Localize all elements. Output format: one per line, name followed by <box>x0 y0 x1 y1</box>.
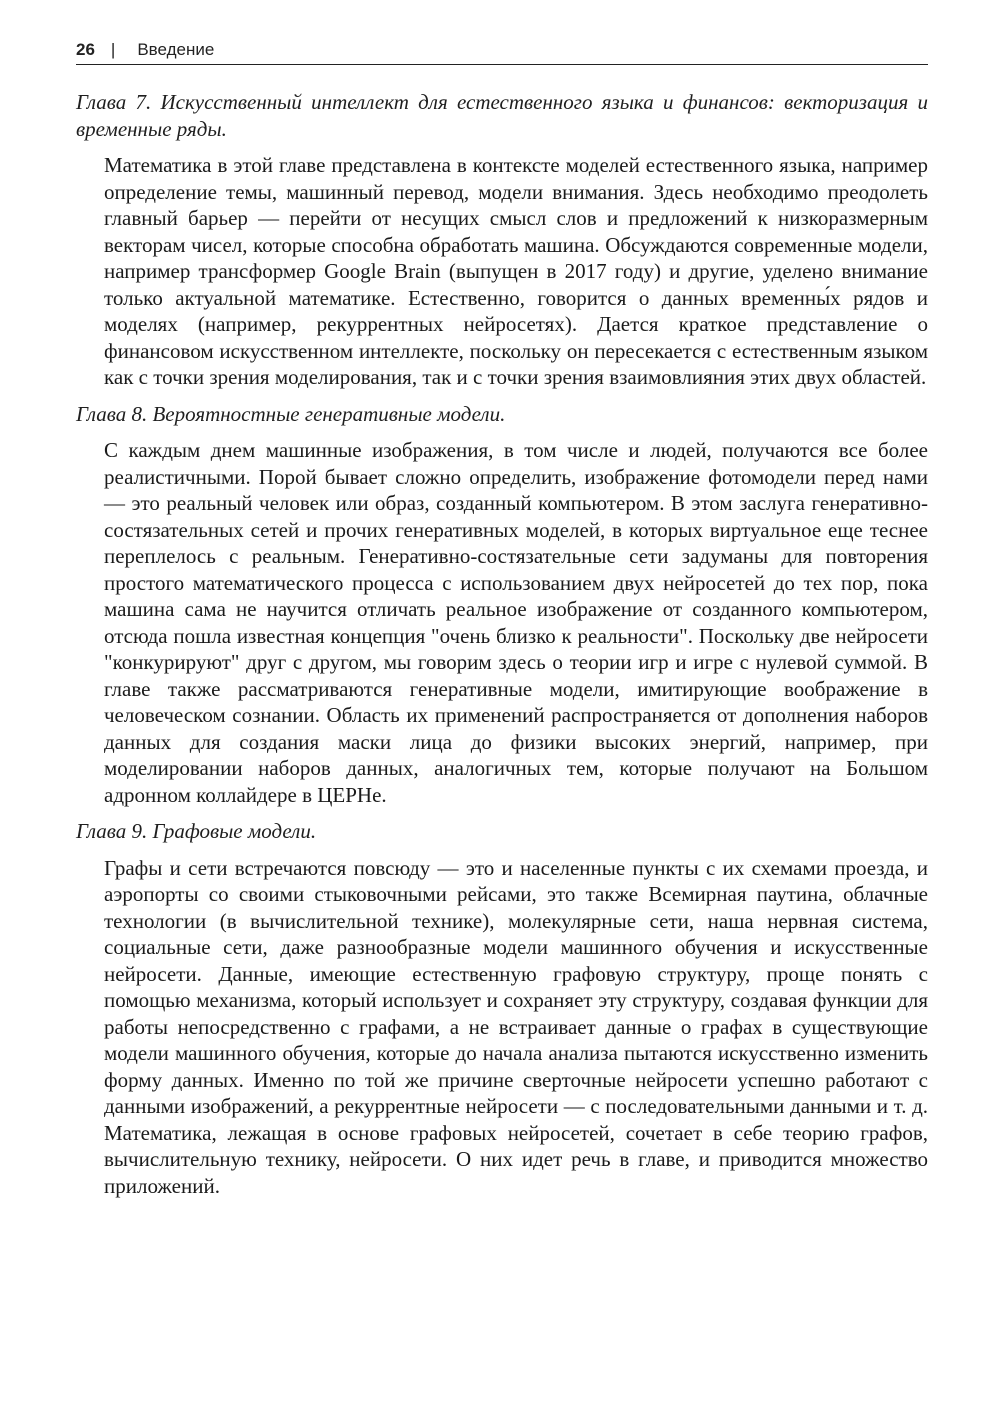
chapter-description: Математика в этой главе представлена в контексте моделей естественного языка, например определение темы, машинный перевод, модели внимания. Здесь необходимо преодолеть главный барьер — перейти от несущих смысл слов и предложений к низкоразмерным векторам чисел, которые способна обработать машина. Обсуждаются современные модели, например трансформер Google Brain (выпущен в 2017 году) и другие, уделено внимание только актуальной математике. Естественно, говорится о данных временны́х рядов и моделях (например, рекуррентных нейросетях). Дается краткое представление о финансовом искусственном интеллекте, поскольку он пересекается с естественным языком как с точки зрения моделирования, так и с точки зрения взаимовлияния этих двух областей. <box>104 153 928 389</box>
chapter-title: Глава 9. Графовые модели. <box>76 819 317 843</box>
section-title: Введение <box>137 40 215 59</box>
chapter-description: Графы и сети встречаются повсюду — это и населенные пункты с их схемами проезда, и аэропорты со своими стыковочными рейсами, это также Всемирная паутина, облачные технологии (в вычислительной технике), молекулярные сети, наша нервная система, социальные сети, даже разнообразные модели машинного обучения и искусственные нейросети. Данные, имеющие естественную графовую структуру, проще понять с помощью механизма, который использует и сохраняет эту структуру, создавая функции для работы непосредственно с графами, а не встраивает данные о графах в существующие модели машинного обучения, которые до начала анализа пытаются искусственно изменить форму данных. Именно по той же причине сверточные нейросети успешно работают с данными изображений, а рекуррентные нейросети — с последовательными данными и т. д. Математика, лежащая в основе графовых нейросетей, сочетает в себе теорию графов, вычислительную технику, нейросети. О них идет речь в главе, и приводится множество приложений. <box>104 855 928 1198</box>
book-page <box>76 40 928 1209</box>
chapter-description: С каждым днем машинные изображения, в том числе и людей, получаются все более реалистичными. Порой бывает сложно определить, изображение фотомодели перед нами — это реальный человек или образ, созданный компьютером. В этом заслуга генеративно-состязательных сетей и прочих генеративных моделей, в которых виртуальное еще теснее переплелось с реальным. Генеративно-состязательные сети задуманы для повторения простого математического процесса с использованием двух нейросетей до тех пор, пока машина сама не научится отличать реальное изображение от созданного компьютером, отсюда пошла известная концепция "очень близко к реальности". Поскольку две нейросети "конкурируют" друг с другом, мы говорим здесь о теории игр и игре с нулевой суммой. В главе также рассматриваются генеративные модели, имитирующие воображение в человеческом сознании. Область их применений распространяется от дополнения наборов данных для создания маски лица до физики высоких энергий, например, при моделировании наборов данных, аналогичных тем, которые получают на Большом адронном коллайдере в ЦЕРНе. <box>104 438 928 807</box>
page-number: 26 <box>76 40 95 59</box>
chapter-7 <box>76 89 928 391</box>
chapter-8 <box>76 401 928 809</box>
chapter-9 <box>76 818 928 1199</box>
chapter-title: Глава 8. Вероятностные генеративные модели. <box>76 401 506 426</box>
running-header <box>76 40 928 65</box>
header-separator: | <box>110 40 116 59</box>
chapter-title: Глава 7. Искусственный интеллект для естественного языка и финансов: векторизация и временные ряды. <box>76 90 928 141</box>
